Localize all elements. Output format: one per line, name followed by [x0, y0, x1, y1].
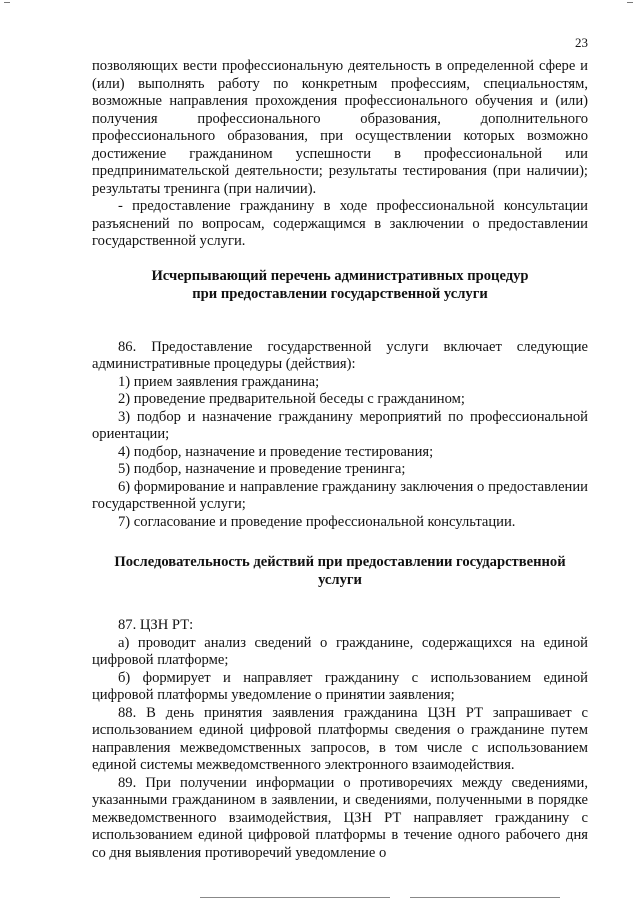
clause-88: 88. В день принятия заявления гражданина ЦЗН РТ запрашивает с использованием единой цифровой платформы сведения о гражданине путем направления межведомственных запросов, в том числе с использованием единой системы межведомственного электронного взаимодействия.: [92, 704, 588, 773]
scan-artifact-line: [200, 897, 390, 898]
paragraph-consultation: - предоставление гражданину в ходе профессиональной консультации разъяснений по вопросам, содержащимся в заключении о предоставлении государственной услуги.: [92, 198, 588, 249]
list-item: 7) согласование и проведение профессиональной консультации.: [118, 513, 516, 530]
section-heading-sequence: Последовательность действий при предоставлении государственной услуги: [114, 554, 566, 588]
section-heading-procedures: [92, 267, 588, 303]
heading-line: при предоставлении государственной услуги: [192, 285, 488, 302]
list-item: 3) подбор и назначение гражданину мероприятий по профессиональной ориентации;: [92, 408, 588, 442]
clause-87: [92, 617, 588, 705]
list-item: 1) прием заявления гражданина;: [118, 373, 320, 390]
scan-mark-left: [4, 2, 10, 3]
scan-mark-right: [627, 2, 633, 3]
document-body: [92, 58, 588, 862]
clause-87-intro: 87. ЦЗН РТ:: [118, 617, 194, 633]
list-item: 5) подбор, назначение и проведение тренинга;: [118, 461, 406, 477]
paragraph-continuation: позволяющих вести профессиональную деятельность в определенной сфере и (или) выполнять работу по конкретным профессиям, специальностям, возможные направления прохождения профессионального обучения и (или) получения профессионального образования, дополнительного профессионального образования, при осуществлении которых возможно достижение гражданином успешности в профессиональной или предпринимательской деятельности; результаты тестирования (при наличии); результаты тренинга (при наличии).: [92, 58, 588, 197]
clause-86-intro: 86. Предоставление государственной услуги включает следующие административные процедуры (действия):: [92, 338, 588, 372]
list-item: 6) формирование и направление гражданину заключения о предоставлении государственной услуги;: [92, 478, 588, 512]
list-item: 4) подбор, назначение и проведение тестирования;: [118, 443, 434, 460]
clause-86: [92, 339, 588, 532]
scan-artifact-line: [410, 897, 560, 898]
clause-89: 89. При получении информации о противоречиях между сведениями, указанными гражданином в заявлении, и сведениями, полученными в порядке межведомственного взаимодействия, ЦЗН РТ направляет гражданину с использованием единой цифровой платформы в течение одного рабочего дня со дня выявления противоречий уведомление о: [92, 774, 588, 861]
list-item: а) проводит анализ сведений о гражданине, содержащихся на единой цифровой платформе;: [92, 634, 588, 668]
heading-line: Исчерпывающий перечень административных процедур: [151, 267, 529, 284]
list-item: б) формирует и направляет гражданину с использованием единой цифровой платформы уведомление о принятии заявления;: [92, 669, 588, 703]
list-item: 2) проведение предварительной беседы с гражданином;: [118, 391, 465, 407]
page-number: 23: [575, 35, 588, 50]
